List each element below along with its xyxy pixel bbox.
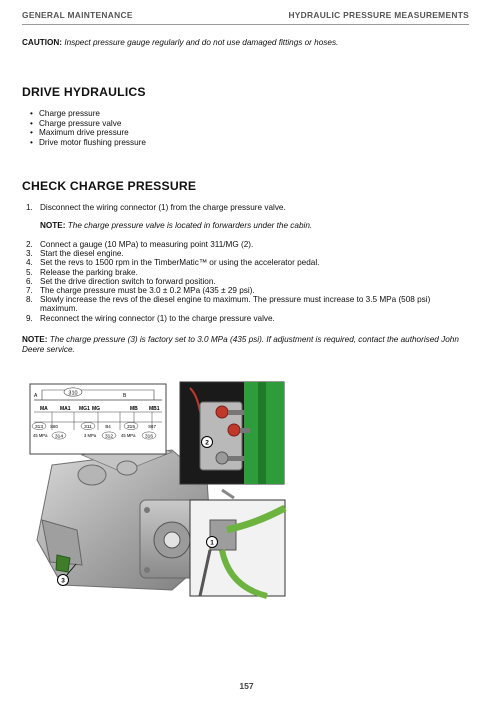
step-item	[22, 295, 462, 313]
header-section-right: HYDRAULIC PRESSURE MEASUREMENTS	[288, 10, 469, 20]
pressure-label: 45 MPa	[33, 433, 48, 438]
step-text: Set the drive direction switch to forward position.	[40, 276, 216, 286]
step-item	[22, 314, 462, 323]
port-label: MB1	[149, 406, 160, 412]
list-item: • Drive motor flushing pressure	[30, 138, 146, 148]
drive-hydraulics-heading: DRIVE HYDRAULICS	[22, 85, 146, 99]
page-number: 157	[239, 681, 254, 691]
list-item: • Charge pressure valve	[30, 119, 146, 129]
port-label: MG1	[79, 406, 90, 412]
step-number: 3.	[26, 249, 33, 259]
note-label: NOTE:	[22, 335, 48, 344]
pressure-label: 316	[144, 434, 154, 440]
note-label: NOTE:	[40, 221, 66, 230]
measure-point: B4	[105, 424, 111, 429]
factory-setting-note	[22, 335, 462, 355]
step-text: Set the revs to 1500 rpm in the TimberMatic™ or using the accelerator pedal.	[40, 258, 320, 268]
callout-1: 1	[210, 539, 214, 547]
step-item	[22, 240, 462, 249]
charge-valve-note	[40, 221, 312, 230]
callout-3: 3	[61, 577, 65, 585]
step-list-first	[22, 203, 462, 212]
pressure-label: 3 MPa	[84, 433, 97, 438]
port-label: MA1	[60, 406, 71, 412]
measure-point: S80	[50, 424, 58, 429]
valve-photo-inset	[180, 382, 284, 484]
step-text: The charge pressure must be 3.0 ± 0.2 MPa (435 ± 29 psi).	[40, 286, 255, 296]
page-header	[22, 10, 469, 25]
step-number: 1.	[26, 203, 33, 212]
pressure-label: 314	[54, 434, 64, 440]
connector-photo-inset	[190, 500, 285, 596]
note-text: The charge pressure (3) is factory set to 3.0 MPa (435 psi). If adjustment is required, contact the authorised John Deere service.	[22, 335, 459, 355]
step-text: Connect a gauge (10 MPa) to measuring point 311/MG (2).	[40, 240, 254, 249]
caution-label: CAUTION:	[22, 38, 63, 47]
step-item	[22, 258, 462, 267]
callout-2: 2	[205, 439, 209, 447]
check-charge-pressure-heading: CHECK CHARGE PRESSURE	[22, 179, 197, 193]
hydraulic-schematic	[30, 384, 166, 454]
measure-point: 311	[84, 425, 92, 430]
header-section-left: GENERAL MAINTENANCE	[22, 10, 133, 20]
step-number: 7.	[26, 286, 33, 296]
step-text: Disconnect the wiring connector (1) from the charge pressure valve.	[40, 203, 286, 212]
schematic-corner-b: B	[123, 393, 127, 399]
step-text: Reconnect the wiring connector (1) to the charge pressure valve.	[40, 313, 275, 323]
measure-point: 313	[34, 425, 44, 430]
caution-note	[22, 38, 338, 47]
step-item	[22, 249, 462, 258]
measure-point: S67	[148, 424, 156, 429]
port-label: MB	[130, 406, 138, 412]
measure-point: 315	[126, 425, 136, 430]
figure-illustration	[22, 380, 287, 608]
note-text: The charge pressure valve is located in forwarders under the cabin.	[67, 221, 313, 230]
list-item: • Maximum drive pressure	[30, 128, 146, 138]
schematic-label-310: 310	[68, 390, 78, 397]
step-number: 9.	[26, 313, 33, 323]
pressure-label: 45 MPa	[121, 433, 136, 438]
step-text: Release the parking brake.	[40, 267, 138, 277]
step-text: Start the diesel engine.	[40, 249, 124, 259]
step-number: 2.	[26, 240, 33, 249]
schematic-corner-a: A	[34, 393, 38, 399]
list-item: • Charge pressure	[30, 109, 146, 119]
port-label: MA	[40, 406, 48, 412]
step-list-main	[22, 240, 462, 323]
step-item	[22, 268, 462, 277]
step-text: Slowly increase the revs of the diesel engine to maximum. The pressure must increase to 3.5 MPa (508 psi) maximum.	[40, 295, 431, 314]
step-item	[22, 203, 462, 212]
charge-pressure-figure	[22, 380, 287, 608]
step-item	[22, 286, 462, 295]
step-number: 5.	[26, 267, 33, 277]
step-number: 4.	[26, 258, 33, 268]
pressure-label: 312	[104, 434, 114, 440]
drive-hydraulics-list	[30, 109, 146, 147]
step-item	[22, 277, 462, 286]
step-number: 8.	[26, 295, 33, 305]
caution-text: Inspect pressure gauge regularly and do not use damaged fittings or hoses.	[64, 38, 339, 47]
port-label: MG	[92, 406, 101, 412]
step-number: 6.	[26, 276, 33, 286]
